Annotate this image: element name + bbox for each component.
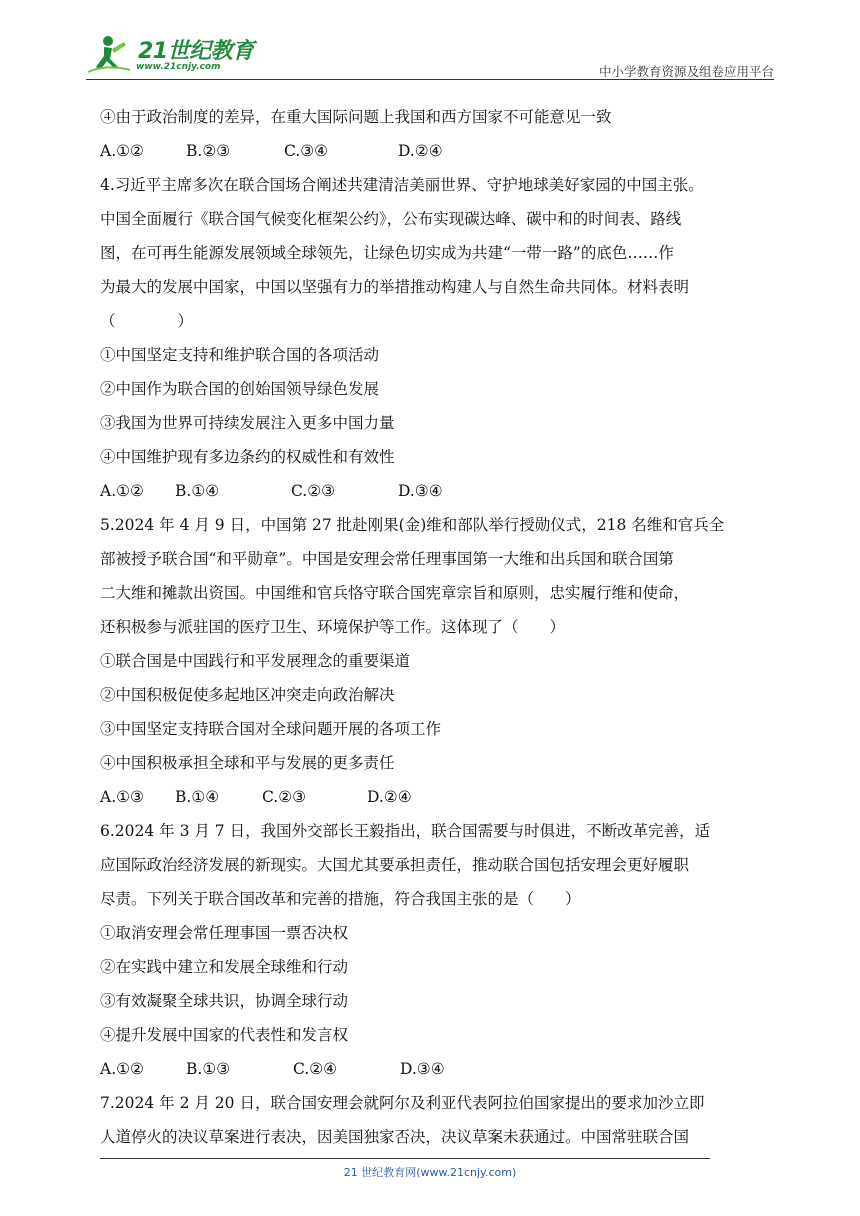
option-a: A.①③ [100,788,144,806]
q6-stem-line: 尽责。下列关于联合国改革和完善的措施，符合我国主张的是（ ） [100,890,581,908]
q5-stem-line: 二大维和摊款出资国。中国维和官兵恪守联合国宪章宗旨和原则，忠实履行维和使命， [100,584,690,602]
page-footer[interactable]: 21 世纪教育网(www.21cnjy.com) [343,1166,517,1179]
header-divider [86,79,774,80]
logo-text: 21世纪教育 [138,39,254,64]
question-6 [100,814,770,1086]
question-5 [100,508,770,814]
q4-statement-1: ①中国坚定支持和维护联合国的各项活动 [100,346,380,364]
option-d: D.②④ [398,142,443,160]
logo[interactable] [86,34,266,78]
runner-logo-icon [86,34,132,76]
question-4 [100,168,770,508]
q6-stem-line: 6.2024 年 3 月 7 日，我国外交部长王毅指出，联合国需要与时俱进，不断改革完善，适 [100,822,711,840]
option-d: D.③④ [398,482,443,500]
footer-divider [100,1158,710,1159]
q5-statement-2: ②中国积极促使多起地区冲突走向政治解决 [100,686,395,704]
q4-statement-4: ④中国维护现有多边条约的权威性和有效性 [100,448,395,466]
option-c: C.②③ [262,788,307,806]
q5-stem-line: 还积极参与派驻国的医疗卫生、环境保护等工作。这体现了（ ） [100,618,566,636]
option-b: B.①③ [186,1060,231,1078]
page-header [86,30,774,80]
q6-stem-line: 应国际政治经济发展的新现实。大国尤其要承担责任，推动联合国包括安理会更好履职 [100,856,690,874]
q4-stem-line: 图，在可再生能源发展领域全球领先，让绿色切实成为共建“一带一路”的底色……作 [100,244,674,262]
option-c: C.②③ [291,482,336,500]
q4-statement-3: ③我国为世界可持续发展注入更多中国力量 [100,414,395,432]
option-a: A.①② [100,142,144,160]
option-c: C.②④ [293,1060,338,1078]
q3-options [100,134,770,168]
document-body [100,100,770,1154]
option-c: C.③④ [284,142,329,160]
q7-stem-line: 7.2024 年 2 月 20 日，联合国安理会就阿尔及利亚代表阿拉伯国家提出的要求加沙立即 [100,1094,705,1112]
option-b: B.②③ [186,142,231,160]
logo-url: www.21cnjy.com [136,62,221,72]
q5-stem-line: 5.2024 年 4 月 9 日，中国第 27 批赴刚果(金)维和部队举行授勋仪式，218 名维和官兵全 [100,516,725,534]
option-a: A.①② [100,1060,144,1078]
q6-statement-1: ①取消安理会常任理事国一票否决权 [100,924,349,942]
q5-statement-4: ④中国积极承担全球和平与发展的更多责任 [100,754,395,772]
q5-stem-line: 部被授予联合国“和平勋章”。中国是安理会常任理事国第一大维和出兵国和联合国第 [100,550,674,568]
q6-statement-4: ④提升发展中国家的代表性和发言权 [100,1026,349,1044]
q4-stem-line: 为最大的发展中国家，中国以坚强有力的举措推动构建人与自然生命共同体。材料表明 [100,278,690,296]
q4-stem-line: 4.习近平主席多次在联合国场合阐述共建清洁美丽世界、守护地球美好家园的中国主张。 [100,176,704,194]
q4-stem-line: 中国全面履行《联合国气候变化框架公约》，公布实现碳达峰、碳中和的时间表、路线 [100,210,682,228]
q4-statement-2: ②中国作为联合国的创始国领导绿色发展 [100,380,380,398]
q4-answer-blank: （ ） [100,312,194,330]
option-d: D.③④ [400,1060,445,1078]
option-a: A.①② [100,482,144,500]
q3-statement-4: ④由于政治制度的差异，在重大国际问题上我国和西方国家不可能意见一致 [100,108,612,126]
q6-statement-3: ③有效凝聚全球共识，协调全球行动 [100,992,349,1010]
q5-statement-3: ③中国坚定支持联合国对全球问题开展的各项工作 [100,720,442,738]
q5-statement-1: ①联合国是中国践行和平发展理念的重要渠道 [100,652,411,670]
q7-stem-line: 人道停火的决议草案进行表决，因美国独家否决，决议草案未获通过。中国常驻联合国 [100,1128,690,1146]
q5-options [100,780,770,814]
q4-options [100,474,770,508]
option-b: B.①④ [175,482,220,500]
option-d: D.②④ [367,788,412,806]
platform-name: 中小学教育资源及组卷应用平台 [598,64,774,79]
q6-options [100,1052,770,1086]
question-7 [100,1086,770,1154]
q6-statement-2: ②在实践中建立和发展全球维和行动 [100,958,349,976]
option-b: B.①④ [175,788,220,806]
